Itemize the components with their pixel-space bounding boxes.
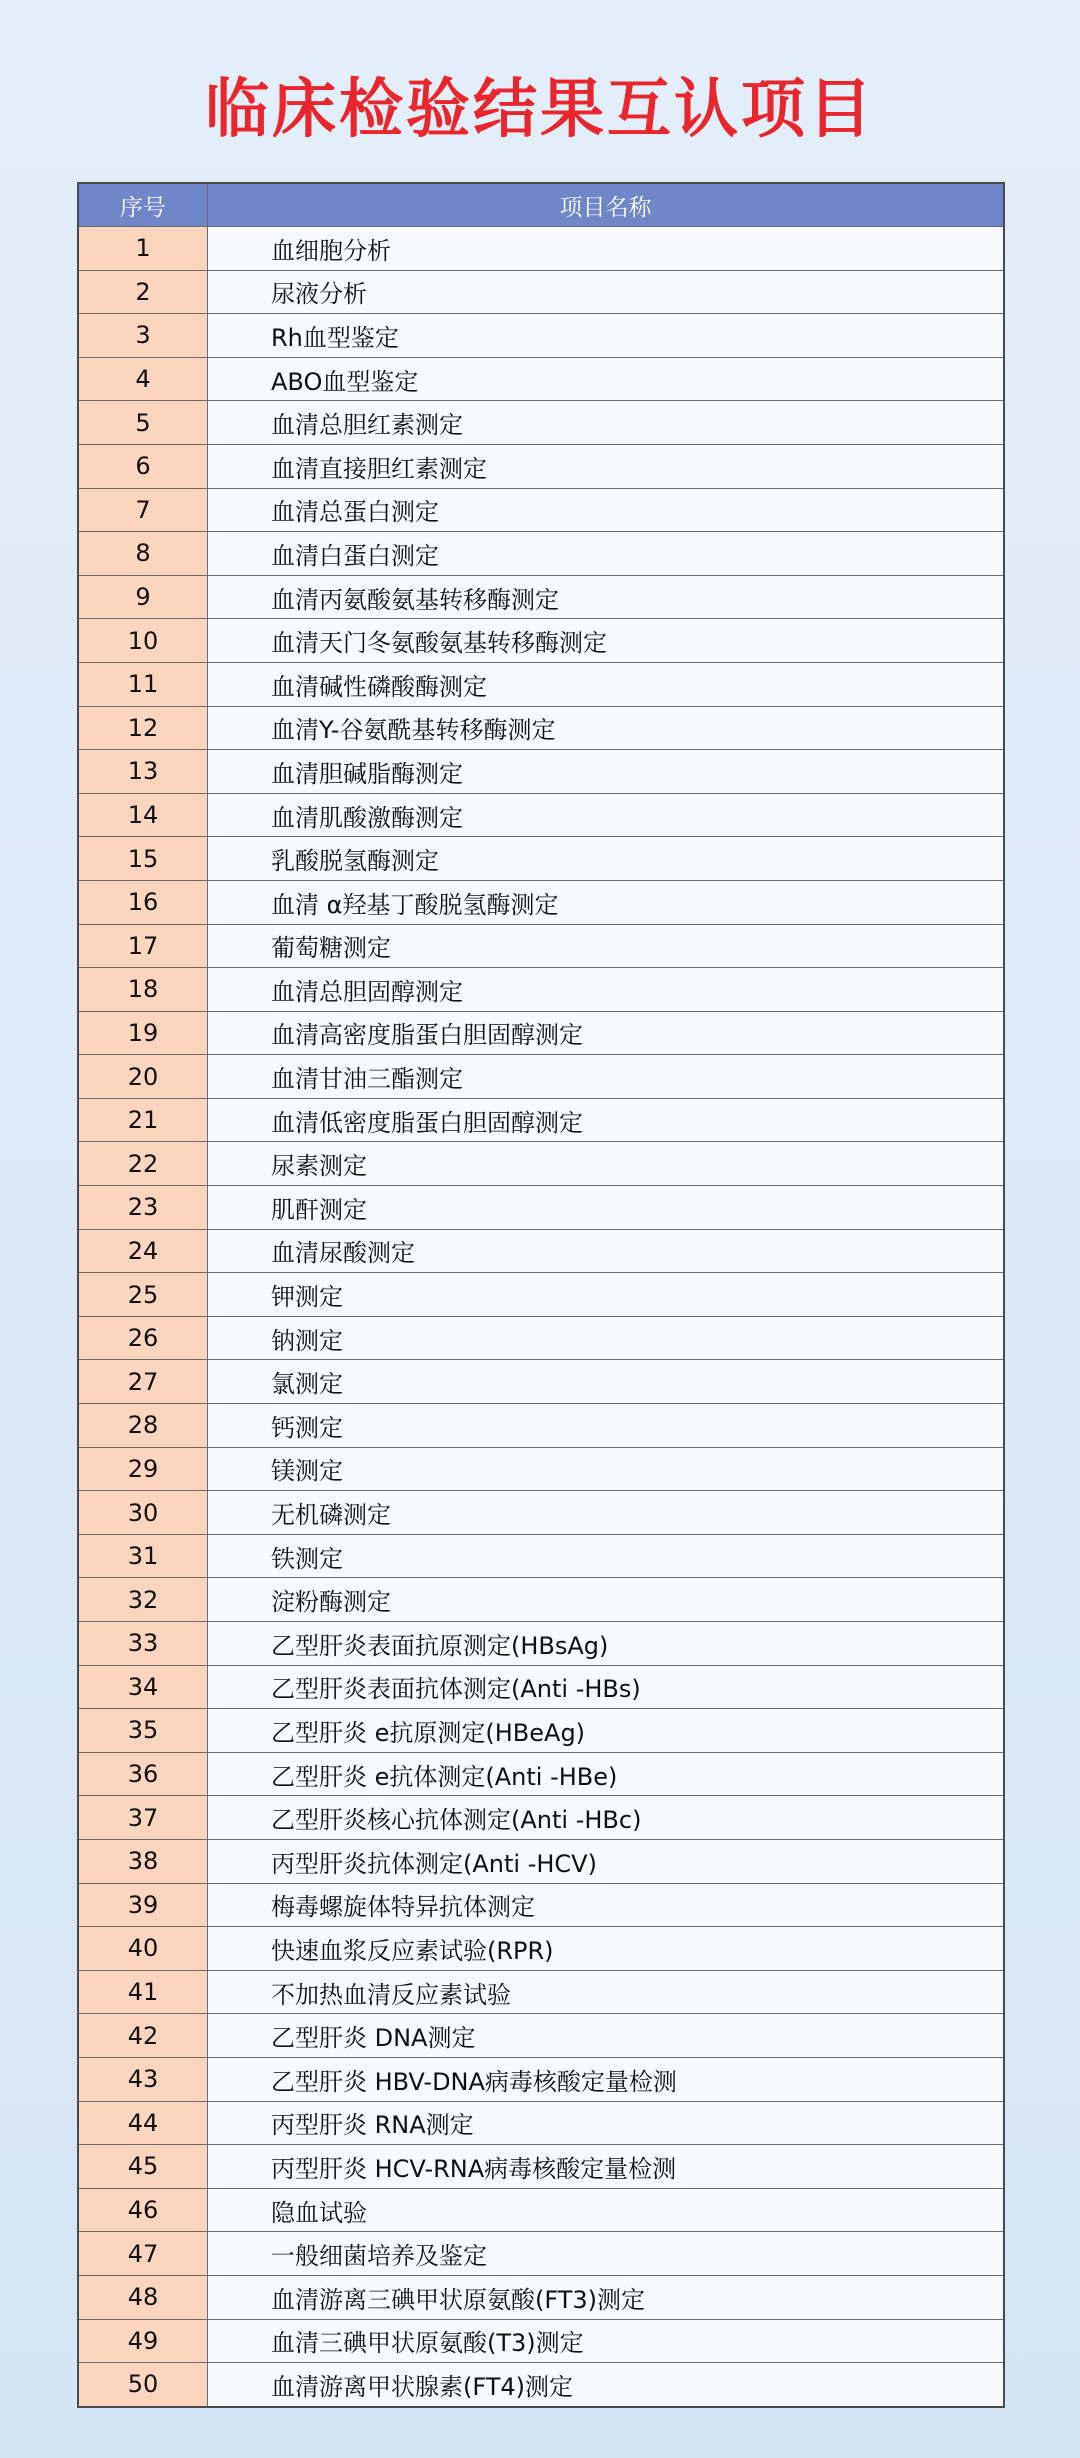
row-item-name: 钠测定 xyxy=(208,1317,1003,1360)
table-row xyxy=(79,531,1003,575)
row-item-name: 乙型肝炎核心抗体测定(Anti -HBc) xyxy=(208,1796,1003,1839)
row-item-name: ABO血型鉴定 xyxy=(208,358,1003,401)
row-item-name: 乙型肝炎表面抗原测定(HBsAg) xyxy=(208,1622,1003,1665)
row-number: 44 xyxy=(79,2102,208,2145)
row-item-name: 乙型肝炎 HBV-DNA病毒核酸定量检测 xyxy=(208,2058,1003,2101)
row-number: 15 xyxy=(79,837,208,880)
row-number: 37 xyxy=(79,1796,208,1839)
table-row xyxy=(79,1316,1003,1360)
row-item-name: 血清丙氨酸氨基转移酶测定 xyxy=(208,576,1003,619)
row-item-name: 钾测定 xyxy=(208,1273,1003,1316)
row-number: 10 xyxy=(79,619,208,662)
row-item-name: Rh血型鉴定 xyxy=(208,314,1003,357)
row-item-name: 不加热血清反应素试验 xyxy=(208,1971,1003,2014)
row-item-name: 血清总胆固醇测定 xyxy=(208,968,1003,1011)
table-row xyxy=(79,2101,1003,2145)
table-row xyxy=(79,1359,1003,1403)
row-item-name: 血清白蛋白测定 xyxy=(208,532,1003,575)
table-row xyxy=(79,2231,1003,2275)
table-row xyxy=(79,400,1003,444)
row-item-name: 血清碱性磷酸酶测定 xyxy=(208,663,1003,706)
row-number: 6 xyxy=(79,445,208,488)
row-number: 1 xyxy=(79,227,208,270)
row-number: 34 xyxy=(79,1666,208,1709)
table-row xyxy=(79,1272,1003,1316)
row-number: 45 xyxy=(79,2145,208,2188)
row-item-name: 铁测定 xyxy=(208,1535,1003,1578)
row-item-name: 淀粉酶测定 xyxy=(208,1578,1003,1621)
table-row xyxy=(79,924,1003,968)
row-number: 21 xyxy=(79,1099,208,1142)
row-number: 25 xyxy=(79,1273,208,1316)
row-item-name: 丙型肝炎 RNA测定 xyxy=(208,2102,1003,2145)
row-item-name: 镁测定 xyxy=(208,1448,1003,1491)
row-item-name: 葡萄糖测定 xyxy=(208,925,1003,968)
table-row xyxy=(79,2319,1003,2363)
table-row xyxy=(79,1752,1003,1796)
row-item-name: 肌酐测定 xyxy=(208,1186,1003,1229)
row-item-name: 乳酸脱氢酶测定 xyxy=(208,837,1003,880)
row-item-name: 乙型肝炎表面抗体测定(Anti -HBs) xyxy=(208,1666,1003,1709)
row-item-name: 血清总胆红素测定 xyxy=(208,401,1003,444)
table-row xyxy=(79,793,1003,837)
row-item-name: 血清肌酸激酶测定 xyxy=(208,794,1003,837)
row-item-name: 尿素测定 xyxy=(208,1142,1003,1185)
table-row xyxy=(79,1185,1003,1229)
row-number: 30 xyxy=(79,1491,208,1534)
row-number: 40 xyxy=(79,1927,208,1970)
header-name: 项目名称 xyxy=(208,184,1003,226)
table-row xyxy=(79,1011,1003,1055)
table-row xyxy=(79,1665,1003,1709)
table-row xyxy=(79,488,1003,532)
row-number: 31 xyxy=(79,1535,208,1578)
row-number: 50 xyxy=(79,2363,208,2406)
row-item-name: 血清 α羟基丁酸脱氢酶测定 xyxy=(208,881,1003,924)
table-row xyxy=(79,1708,1003,1752)
row-number: 16 xyxy=(79,881,208,924)
table-row xyxy=(79,1141,1003,1185)
row-number: 47 xyxy=(79,2232,208,2275)
table-row xyxy=(79,967,1003,1011)
row-item-name: 丙型肝炎 HCV-RNA病毒核酸定量检测 xyxy=(208,2145,1003,2188)
row-number: 5 xyxy=(79,401,208,444)
table-row xyxy=(79,618,1003,662)
items-table xyxy=(77,182,1005,2408)
row-item-name: 钙测定 xyxy=(208,1404,1003,1447)
table-row xyxy=(79,706,1003,750)
table-row xyxy=(79,1926,1003,1970)
table-row xyxy=(79,1098,1003,1142)
row-number: 11 xyxy=(79,663,208,706)
table-row xyxy=(79,1447,1003,1491)
table-row xyxy=(79,836,1003,880)
row-number: 13 xyxy=(79,750,208,793)
row-item-name: 血清天门冬氨酸氨基转移酶测定 xyxy=(208,619,1003,662)
row-number: 49 xyxy=(79,2320,208,2363)
table-row xyxy=(79,2362,1003,2406)
header-no: 序号 xyxy=(79,184,208,226)
row-number: 19 xyxy=(79,1012,208,1055)
row-item-name: 隐血试验 xyxy=(208,2189,1003,2232)
row-number: 20 xyxy=(79,1055,208,1098)
page-title: 临床检验结果互认项目 xyxy=(205,73,875,147)
row-number: 2 xyxy=(79,271,208,314)
table-row xyxy=(79,662,1003,706)
table-row xyxy=(79,1403,1003,1447)
row-item-name: 氯测定 xyxy=(208,1360,1003,1403)
row-number: 23 xyxy=(79,1186,208,1229)
row-item-name: 尿液分析 xyxy=(208,271,1003,314)
table-row xyxy=(79,2188,1003,2232)
table-row xyxy=(79,2013,1003,2057)
table-row xyxy=(79,444,1003,488)
row-number: 38 xyxy=(79,1840,208,1883)
row-number: 29 xyxy=(79,1448,208,1491)
row-number: 39 xyxy=(79,1884,208,1927)
row-item-name: 无机磷测定 xyxy=(208,1491,1003,1534)
row-item-name: 血清三碘甲状原氨酸(T3)测定 xyxy=(208,2320,1003,2363)
row-number: 46 xyxy=(79,2189,208,2232)
row-number: 35 xyxy=(79,1709,208,1752)
table-row xyxy=(79,1490,1003,1534)
row-item-name: 一般细菌培养及鉴定 xyxy=(208,2232,1003,2275)
row-item-name: 血清Y-谷氨酰基转移酶测定 xyxy=(208,707,1003,750)
table-row xyxy=(79,270,1003,314)
row-item-name: 血清甘油三酯测定 xyxy=(208,1055,1003,1098)
row-item-name: 血清高密度脂蛋白胆固醇测定 xyxy=(208,1012,1003,1055)
table-row xyxy=(79,1621,1003,1665)
table-row xyxy=(79,880,1003,924)
table-row xyxy=(79,226,1003,270)
row-item-name: 血清直接胆红素测定 xyxy=(208,445,1003,488)
row-number: 41 xyxy=(79,1971,208,2014)
row-item-name: 血清游离三碘甲状原氨酸(FT3)测定 xyxy=(208,2276,1003,2319)
row-number: 26 xyxy=(79,1317,208,1360)
table-row xyxy=(79,313,1003,357)
row-number: 12 xyxy=(79,707,208,750)
row-number: 14 xyxy=(79,794,208,837)
table-row xyxy=(79,1577,1003,1621)
table-row xyxy=(79,2144,1003,2188)
row-item-name: 快速血浆反应素试验(RPR) xyxy=(208,1927,1003,1970)
row-number: 3 xyxy=(79,314,208,357)
row-item-name: 血清低密度脂蛋白胆固醇测定 xyxy=(208,1099,1003,1142)
table-row xyxy=(79,357,1003,401)
row-item-name: 血清尿酸测定 xyxy=(208,1230,1003,1273)
row-item-name: 血细胞分析 xyxy=(208,227,1003,270)
row-number: 17 xyxy=(79,925,208,968)
row-number: 33 xyxy=(79,1622,208,1665)
row-item-name: 血清胆碱脂酶测定 xyxy=(208,750,1003,793)
row-number: 27 xyxy=(79,1360,208,1403)
table-row xyxy=(79,749,1003,793)
table-row xyxy=(79,2275,1003,2319)
table-row xyxy=(79,1534,1003,1578)
row-number: 7 xyxy=(79,489,208,532)
row-number: 24 xyxy=(79,1230,208,1273)
table-row xyxy=(79,1795,1003,1839)
table-row xyxy=(79,1054,1003,1098)
table-header-row xyxy=(79,184,1003,226)
row-item-name: 丙型肝炎抗体测定(Anti -HCV) xyxy=(208,1840,1003,1883)
row-item-name: 血清游离甲状腺素(FT4)测定 xyxy=(208,2363,1003,2406)
row-item-name: 乙型肝炎 e抗原测定(HBeAg) xyxy=(208,1709,1003,1752)
row-item-name: 乙型肝炎 e抗体测定(Anti -HBe) xyxy=(208,1753,1003,1796)
row-item-name: 乙型肝炎 DNA测定 xyxy=(208,2014,1003,2057)
row-number: 42 xyxy=(79,2014,208,2057)
row-number: 22 xyxy=(79,1142,208,1185)
row-item-name: 血清总蛋白测定 xyxy=(208,489,1003,532)
row-number: 8 xyxy=(79,532,208,575)
table-row xyxy=(79,1229,1003,1273)
row-number: 28 xyxy=(79,1404,208,1447)
row-number: 36 xyxy=(79,1753,208,1796)
table-row xyxy=(79,1839,1003,1883)
table-row xyxy=(79,575,1003,619)
row-number: 18 xyxy=(79,968,208,1011)
table-row xyxy=(79,1970,1003,2014)
row-number: 48 xyxy=(79,2276,208,2319)
row-item-name: 梅毒螺旋体特异抗体测定 xyxy=(208,1884,1003,1927)
table-row xyxy=(79,1883,1003,1927)
table-row xyxy=(79,2057,1003,2101)
row-number: 9 xyxy=(79,576,208,619)
row-number: 4 xyxy=(79,358,208,401)
row-number: 32 xyxy=(79,1578,208,1621)
row-number: 43 xyxy=(79,2058,208,2101)
